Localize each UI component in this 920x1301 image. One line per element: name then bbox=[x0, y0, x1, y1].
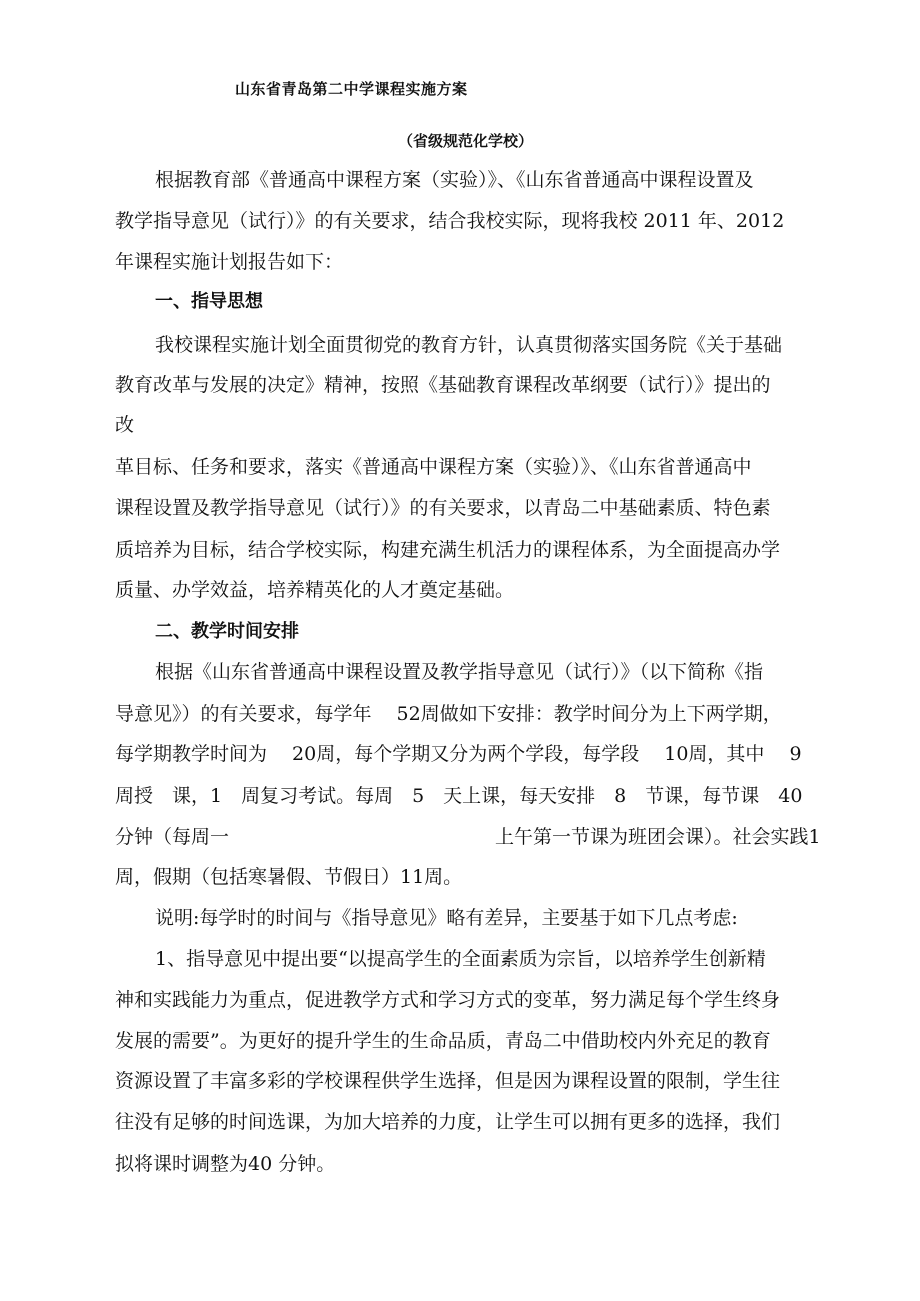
section-heading: 一、指导思想 bbox=[155, 291, 263, 312]
body-line: 我校课程实施计划全面贯彻党的教育方针，认真贯彻落实国务院《关于基础 bbox=[155, 334, 783, 356]
body-line: 课程设置及教学指导意见（试行）》的有关要求，以青岛二中基础素质、特色素 bbox=[115, 497, 771, 519]
intro-line: 教学指导意见（试行）》的有关要求，结合我校实际，现将我校 2011 年、2012 bbox=[115, 210, 785, 232]
body-line: 1、指导意见中提出要“以提高学生的全面素质为宗旨，以培养学生创新精 bbox=[155, 948, 766, 970]
body-line: 周授 课，1 周复习考试。每周 5 天上课，每天安排 8 节课，每节课 40 bbox=[115, 785, 803, 807]
section-heading: 二、教学时间安排 bbox=[155, 621, 299, 642]
body-line: 革目标、任务和要求，落实《普通高中课程方案（实验）》、《山东省普通高中 bbox=[115, 456, 752, 478]
body-line: 质培养为目标，结合学校实际，构建充满生机活力的课程体系，为全面提高办学 bbox=[115, 539, 781, 561]
document-subtitle: （省级规范化学校） bbox=[398, 132, 534, 150]
body-line: 质量、办学效益，培养精英化的人才奠定基础。 bbox=[115, 579, 515, 601]
intro-line: 年课程实施计划报告如下： bbox=[115, 251, 344, 273]
body-line: 根据《山东省普通高中课程设置及教学指导意见（试行）》（以下简称《指 bbox=[155, 661, 764, 683]
body-line: 每学期教学时间为 20周，每个学期又分为两个学段，每学段 10周，其中 9 bbox=[115, 743, 802, 765]
body-line: 说明:每学时的时间与《指导意见》略有差异，主要基于如下几点考虑: bbox=[155, 907, 738, 929]
body-line: 导意见》）的有关要求，每学年 52周做如下安排：教学时间分为上下两学期， bbox=[115, 703, 782, 725]
document-title: 山东省青岛第二中学课程实施方案 bbox=[235, 80, 468, 98]
body-line: 发展的需要”。为更好的提升学生的生命品质，青岛二中借助校内外充足的教育 bbox=[115, 1030, 771, 1052]
body-line: 分钟（每周一 上午第一节课为班团会课）。社会实践1 bbox=[115, 826, 821, 848]
intro-line: 根据教育部《普通高中课程方案（实验）》、《山东省普通高中课程设置及 bbox=[155, 169, 754, 191]
body-line: 神和实践能力为重点，促进教学方式和学习方式的变革，努力满足每个学生终身 bbox=[115, 989, 781, 1011]
body-line: 资源设置了丰富多彩的学校课程供学生选择，但是因为课程设置的限制，学生往 bbox=[115, 1070, 781, 1092]
body-line: 周，假期（包括寒暑假、节假日）11周。 bbox=[115, 866, 463, 888]
body-line: 拟将课时调整为40 分钟。 bbox=[115, 1153, 336, 1175]
body-line: 改 bbox=[115, 414, 135, 436]
body-line: 往没有足够的时间选课，为加大培养的力度，让学生可以拥有更多的选择，我们 bbox=[115, 1111, 781, 1133]
body-line: 教育改革与发展的决定》精神，按照《基础教育课程改革纲要（试行）》提出的 bbox=[115, 374, 771, 396]
